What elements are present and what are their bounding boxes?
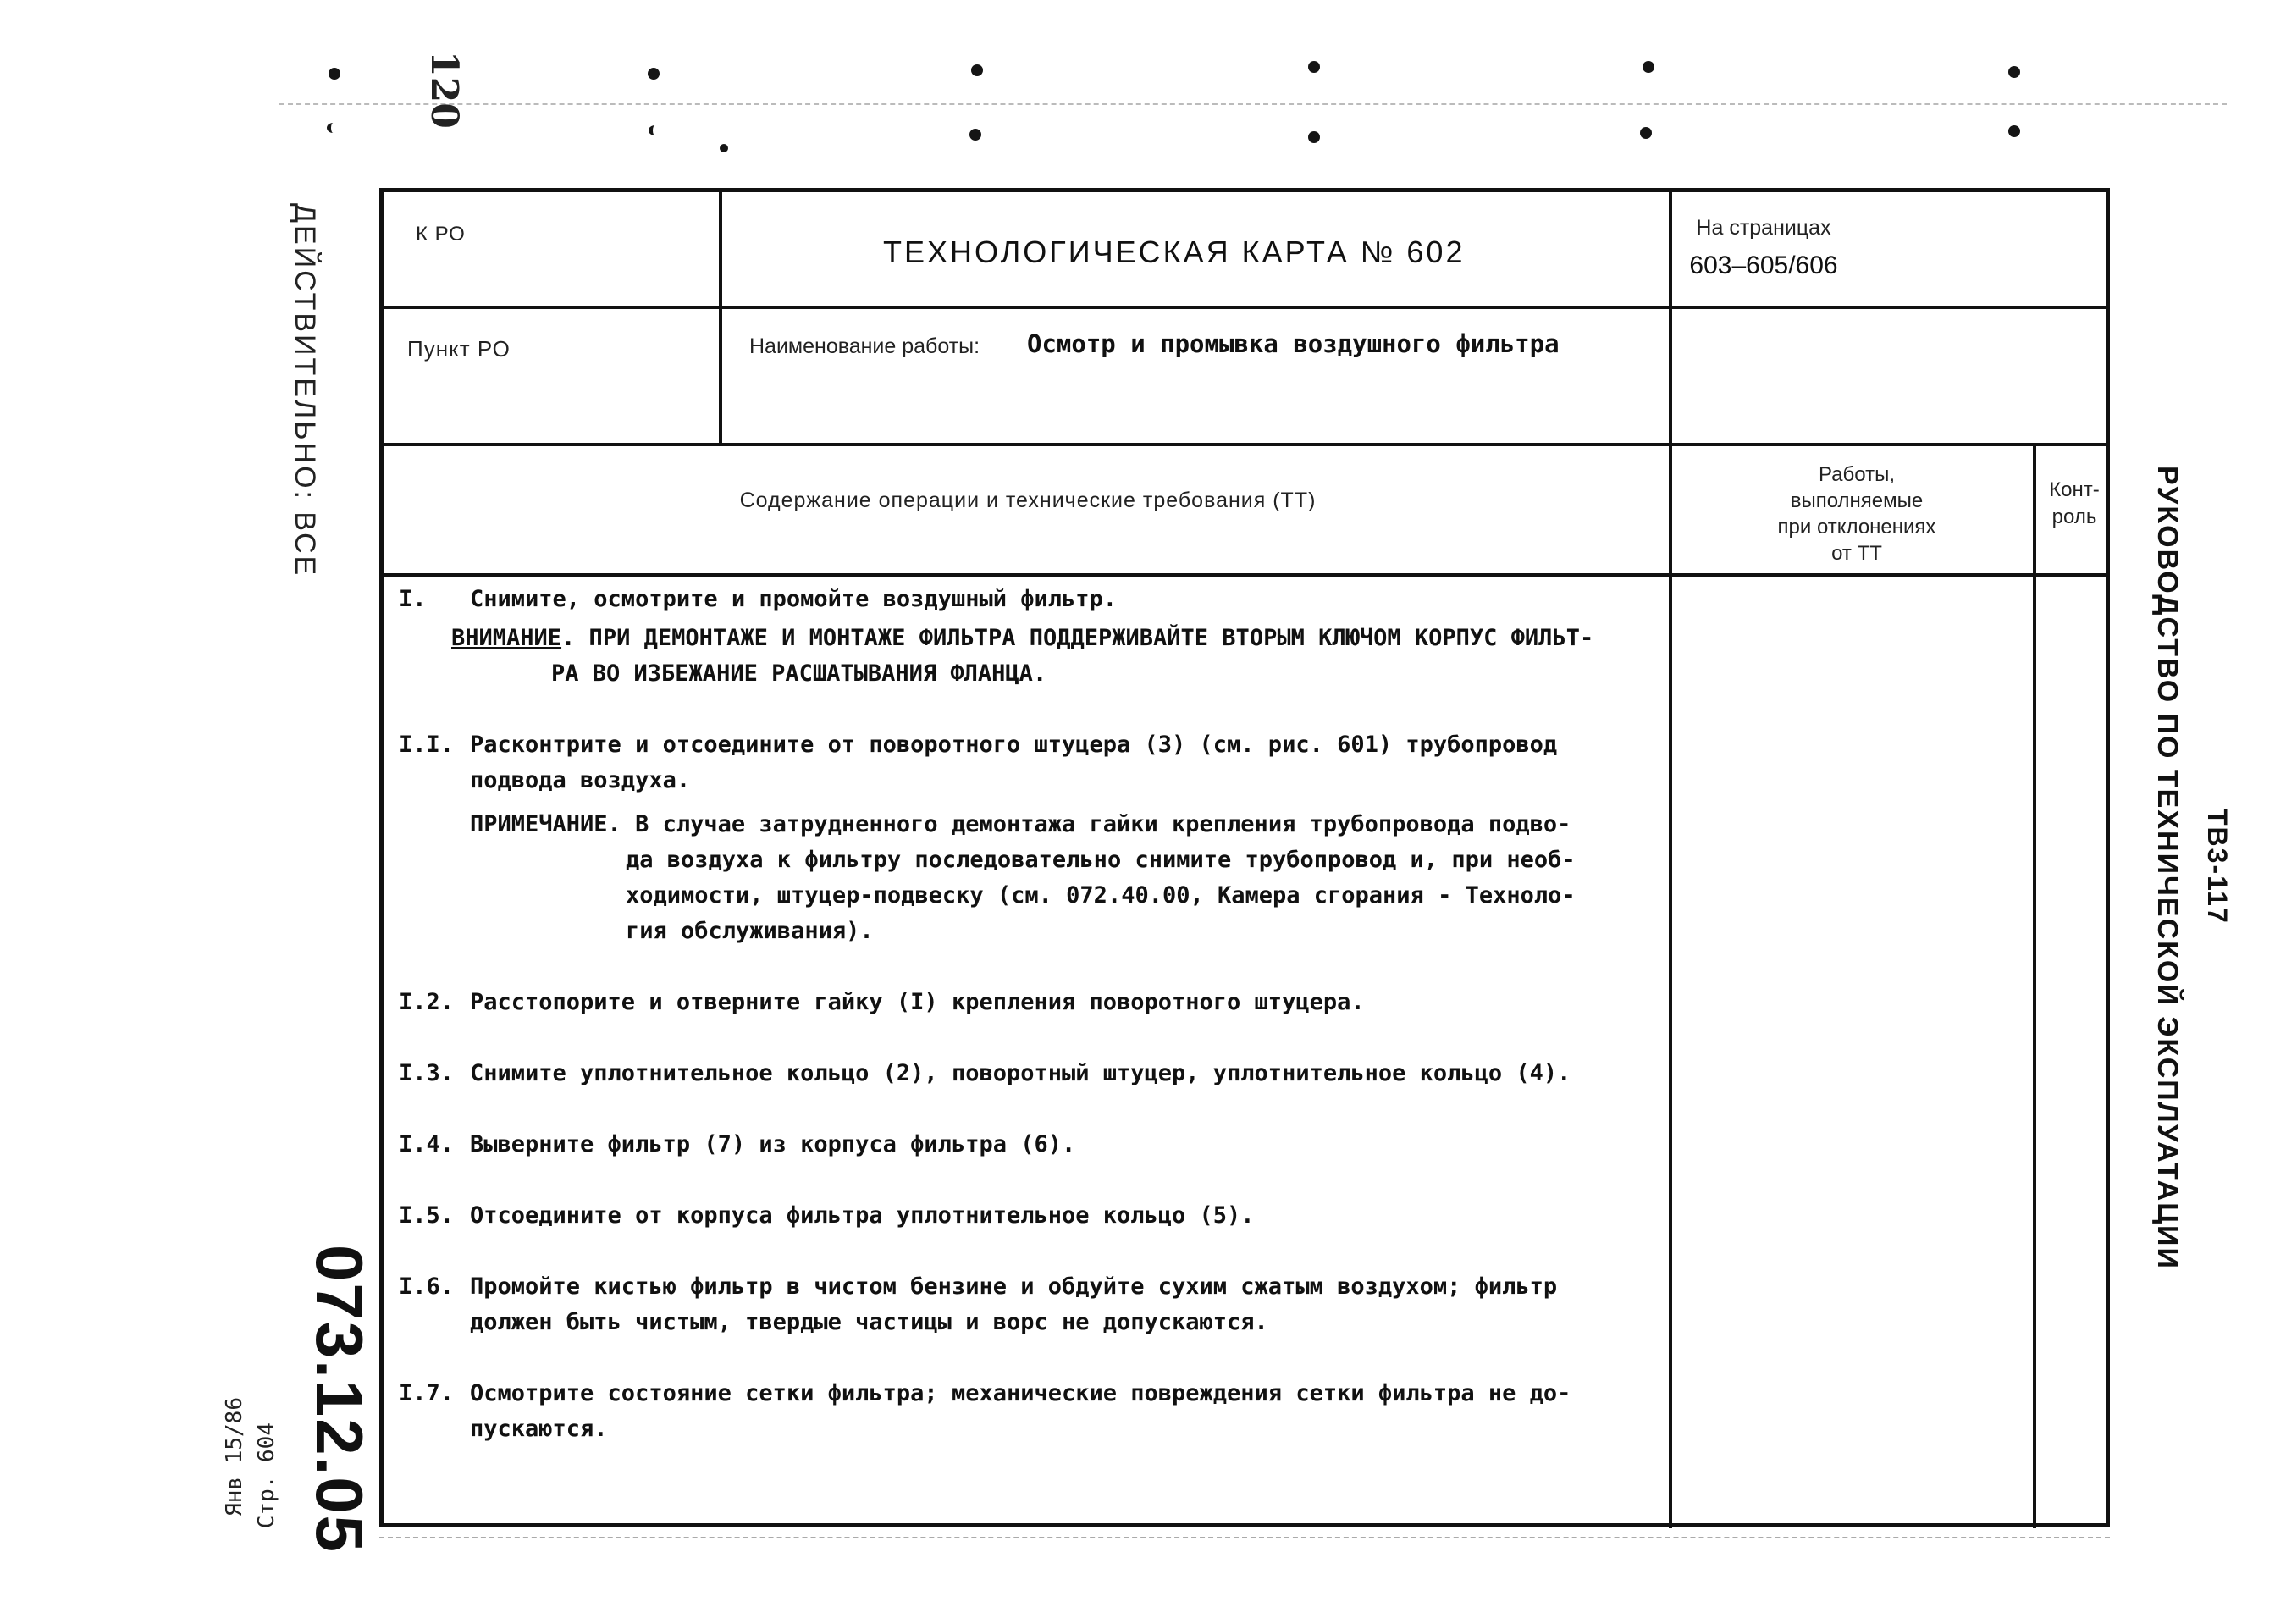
operation-number: I.7.: [399, 1380, 455, 1406]
punch-hole: [2008, 125, 2020, 137]
punch-hole: [649, 125, 661, 135]
operation-1-2: [399, 985, 1660, 1020]
operation-1-5: [399, 1198, 1660, 1234]
document-code: 073.12.05: [302, 1245, 377, 1555]
deviation-header-line: от ТТ: [1831, 542, 1882, 565]
note-line: [399, 807, 1660, 842]
operation-1-4: [399, 1127, 1660, 1163]
deviation-header-line: выполняемые: [1790, 489, 1924, 512]
punch-hole: [2008, 66, 2020, 78]
card-title: ТЕХНОЛОГИЧЕСКАЯ КАРТА № 602: [883, 235, 1466, 269]
warning-text: РА ВО ИЗБЕЖАНИЕ РАСШАТЫВАНИЯ ФЛАНЦА.: [551, 660, 1047, 687]
operation-text: Промойте кистью фильтр в чистом бензине и обдуйте сухим сжатым воздухом; фильтр: [470, 1273, 1558, 1300]
punch-hole: [720, 144, 728, 152]
operation-text: Выверните фильтр (7) из корпуса фильтра (6).: [470, 1131, 1076, 1157]
operation-text: Расконтрите и отсоедините от поворотного штуцера (3) (см. рис. 601) трубопровод: [470, 732, 1558, 758]
operation-number: I.4.: [399, 1131, 455, 1157]
content-column-header: Содержание операции и технические требования (ТТ): [739, 489, 1317, 512]
k-ro-label: К РО: [416, 223, 466, 246]
grid-line: [1669, 192, 1672, 1528]
operation-number: I.6.: [399, 1273, 455, 1300]
note-text: В случае затрудненного демонтажа гайки крепления трубопровода подво-: [621, 811, 1571, 837]
technology-card: [379, 188, 2110, 1527]
operation-1-1: [399, 727, 1660, 763]
note-line: ходимости, штуцер-подвеску (см. 072.40.00, Камера сгорания - Техноло-: [626, 882, 1576, 909]
control-header-line: роль: [2051, 505, 2097, 528]
deviation-header-line: Работы,: [1818, 463, 1896, 486]
operations-body: [399, 582, 1660, 1447]
operation-number: I.I.: [399, 732, 455, 758]
deviation-column-header: [1679, 461, 2035, 566]
punch-hole: [1308, 61, 1320, 73]
grid-line: [719, 192, 722, 446]
operation-1: [399, 582, 1660, 617]
handwritten-mark: 120: [422, 51, 466, 129]
operation-number: I.3.: [399, 1060, 455, 1086]
operation-continuation: подвода воздуха.: [470, 767, 691, 793]
date-reference: Янв 15/86: [222, 1397, 247, 1516]
grid-line: [2033, 443, 2036, 1528]
punch-hole: [1643, 61, 1654, 73]
control-column-header: [2039, 477, 2110, 531]
work-name-value: Осмотр и промывка воздушного фильтра: [1027, 329, 1560, 358]
engine-model: ТВ3-117: [2202, 809, 2233, 925]
manual-title: РУКОВОДСТВО ПО ТЕХНИЧЕСКОЙ ЭКСПЛУАТАЦИИ: [2151, 466, 2184, 1270]
deviation-header-line: при отклонениях: [1777, 516, 1936, 539]
grid-line: [384, 573, 2107, 577]
pages-label: На страницах: [1696, 216, 1831, 240]
punch-hole: [329, 68, 340, 80]
operation-text: Расстопорите и отверните гайку (I) крепления поворотного штуцера.: [470, 989, 1365, 1015]
grid-line: [384, 306, 2107, 309]
operation-continuation: должен быть чистым, твердые частицы и ворс не допускаются.: [470, 1309, 1268, 1335]
pages-value: 603–605/606: [1689, 251, 1838, 279]
bottom-dashed-line: [379, 1537, 2110, 1538]
operation-number: I.2.: [399, 989, 455, 1015]
validity-label: ДЕЙСТВИТЕЛЬНО: ВСЕ: [289, 203, 321, 578]
page-reference: Стр. 604: [254, 1422, 279, 1529]
warning-line: [399, 621, 1660, 656]
operation-text: Отсоедините от корпуса фильтра уплотнительное кольцо (5).: [470, 1202, 1255, 1229]
warning-text: . ПРИ ДЕМОНТАЖЕ И МОНТАЖЕ ФИЛЬТРА ПОДДЕРЖИВАЙТЕ ВТОРЫМ КЛЮЧОМ КОРПУС ФИЛЬТ-: [561, 625, 1594, 651]
control-header-line: Конт-: [2049, 478, 2100, 501]
operation-1-6: [399, 1269, 1660, 1305]
work-name-label: Наименование работы:: [749, 334, 980, 358]
note-line: да воздуха к фильтру последовательно снимите трубопровод и, при необ-: [626, 847, 1576, 873]
operation-text: Снимите, осмотрите и промойте воздушный фильтр.: [470, 586, 1118, 612]
warning-line: [399, 656, 1660, 692]
punch-hole: [969, 129, 981, 141]
punch-hole: [971, 64, 983, 76]
punch-hole: [327, 123, 340, 133]
operation-number: I.5.: [399, 1202, 455, 1229]
note-line: гия обслуживания).: [626, 918, 874, 944]
punkt-ro-label: Пункт РО: [407, 336, 511, 362]
operation-text: Снимите уплотнительное кольцо (2), поворотный штуцер, уплотнительное кольцо (4).: [470, 1060, 1571, 1086]
punch-hole: [648, 68, 660, 80]
punch-hole: [1640, 127, 1652, 139]
grid-line: [384, 443, 2107, 446]
operation-1-7: [399, 1376, 1660, 1411]
punch-hole: [1308, 131, 1320, 143]
operation-number: I.: [399, 586, 427, 612]
operation-continuation: пускаются.: [470, 1416, 608, 1442]
note-word: ПРИМЕЧАНИЕ.: [470, 811, 621, 837]
operation-text: Осмотрите состояние сетки фильтра; механические повреждения сетки фильтра не до-: [470, 1380, 1571, 1406]
warning-word: ВНИМАНИЕ: [451, 625, 562, 651]
operation-1-3: [399, 1056, 1660, 1091]
top-dashed-line: [279, 103, 2227, 105]
